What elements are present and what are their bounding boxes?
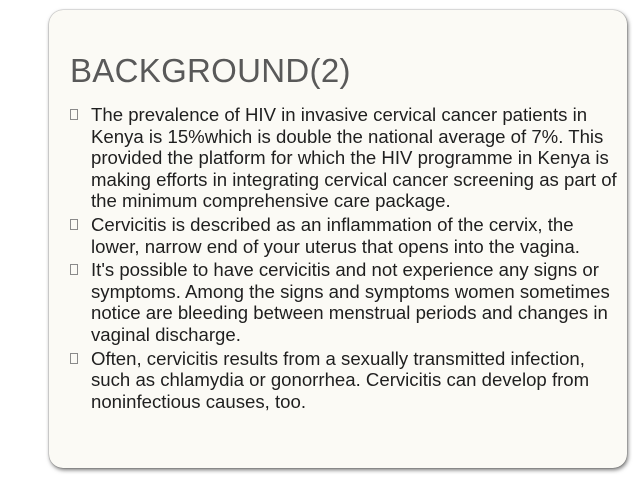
- bullet-text: Often, cervicitis results from a sexually transmitted infection, such as chlamydia or gonorrhea. Cervicitis can develop from noninfectious causes, too.: [91, 347, 590, 412]
- bullet-item: [70, 259, 618, 345]
- bullet-text: Cervicitis is described as an inflammation of the cervix, the lower, narrow end of your uterus that opens into the vagina.: [91, 213, 580, 257]
- bullet-list: [70, 104, 618, 414]
- bullet-text: The prevalence of HIV in invasive cervical cancer patients in Kenya is 15%which is double the national average of 7%. This provided the platform for which the HIV programme in Kenya is making efforts in integrating cervical cancer screening as part of the minimum comprehensive care package.: [91, 104, 617, 212]
- square-bullet-icon: [70, 353, 78, 364]
- bullet-item: [70, 214, 618, 257]
- square-bullet-icon: [70, 264, 78, 275]
- bullet-text: It's possible to have cervicitis and not experience any signs or symptoms. Among the signs and symptoms women sometimes notice are bleeding between menstrual periods and changes in vaginal discharge.: [91, 259, 610, 345]
- bullet-item: [70, 104, 618, 212]
- bullet-item: [70, 348, 618, 413]
- slide-title: BACKGROUND(2): [70, 52, 351, 89]
- square-bullet-icon: [70, 109, 78, 120]
- square-bullet-icon: [70, 219, 78, 230]
